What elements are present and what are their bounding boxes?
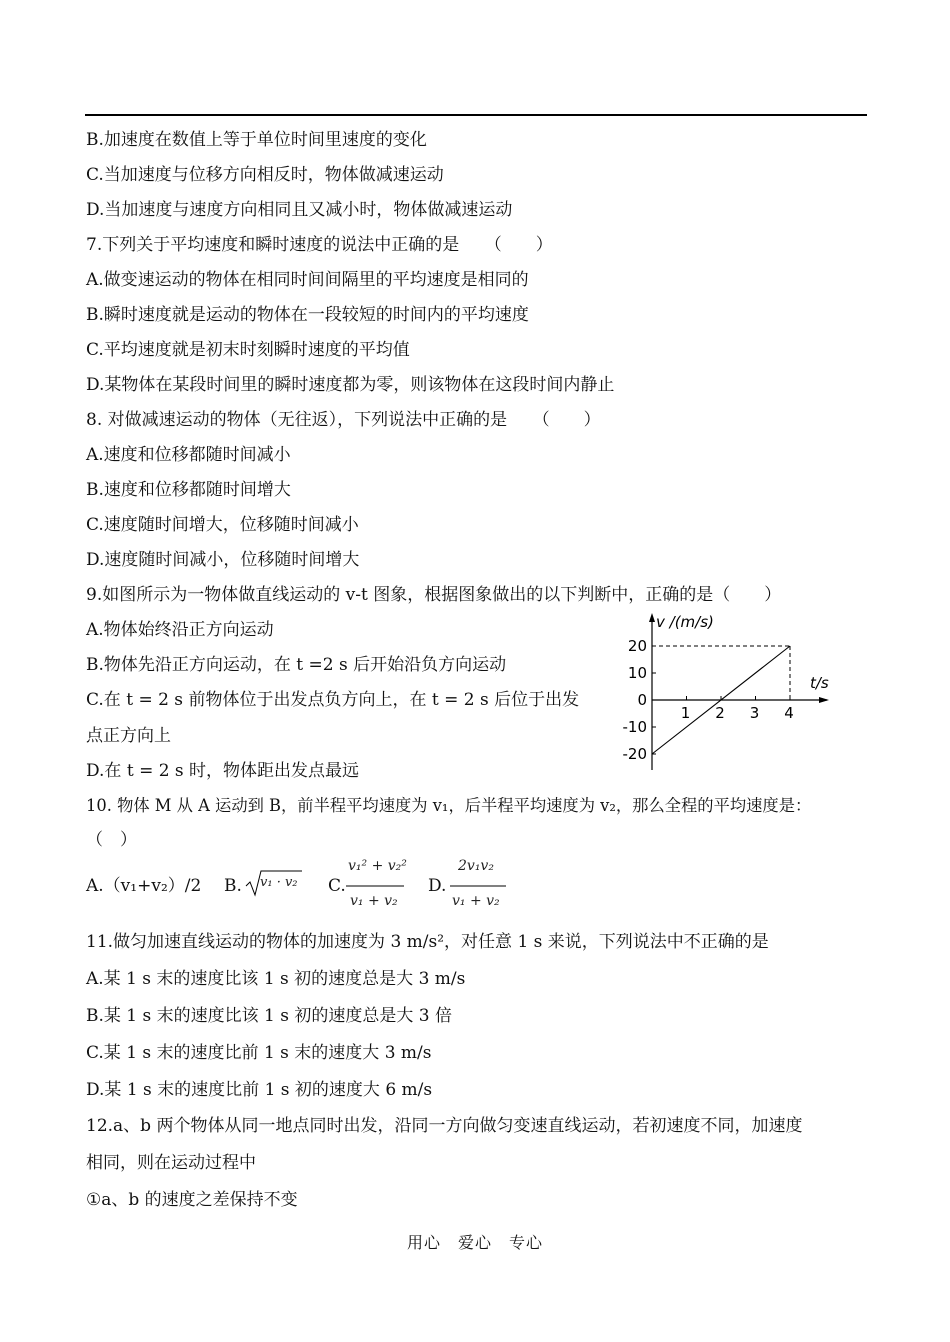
- q10-option-a: A.（v₁+v₂）/2: [86, 876, 202, 896]
- footer-motto: 用心 爱心 专心: [406, 1233, 543, 1252]
- q12-statement-1: ①a、b 的速度之差保持不变: [86, 1190, 298, 1210]
- q11-option-a: A.某 1 s 末的速度比该 1 s 初的速度总是大 3 m/s: [86, 969, 466, 989]
- y-axis-label: v /(m/s): [656, 613, 714, 631]
- y-axis-arrow-icon: [649, 613, 655, 622]
- q8-option-b: B.速度和位移都随时间增大: [86, 480, 291, 500]
- q8-stem: 8. 对做减速运动的物体（无往返），下列说法中正确的是 （ ）: [86, 410, 601, 430]
- x-axis-label: t/s: [810, 674, 829, 692]
- q9-option-c: C.在 t = 2 s 前物体位于出发点负方向上，在 t = 2 s 后位于出发: [86, 690, 580, 710]
- x-axis-arrow-icon: [819, 697, 829, 703]
- q10-option-d-numerator: 2v₁v₂: [458, 858, 494, 874]
- q11-option-c: C.某 1 s 末的速度比前 1 s 末的速度大 3 m/s: [86, 1043, 432, 1063]
- q9-option-a: A.物体始终沿正方向运动: [86, 620, 274, 640]
- vt-graph: [615, 608, 845, 778]
- q9-option-b: B.物体先沿正方向运动，在 t =2 s 后开始沿负方向运动: [86, 655, 507, 675]
- q10-option-c-numerator: v₁² + v₂²: [348, 858, 407, 874]
- q9-stem: 9.如图所示为一物体做直线运动的 v-t 图象，根据图象做出的以下判断中，正确的是（ ）: [86, 585, 782, 605]
- x-tick-label: 1: [680, 704, 691, 722]
- x-tick-label: 4: [784, 704, 794, 722]
- q12-stem-cont: 相同，则在运动过程中: [86, 1153, 256, 1173]
- q9-option-d: D.在 t = 2 s 时，物体距出发点最远: [86, 761, 360, 781]
- x-tick-label: 3: [749, 704, 760, 722]
- q8-option-c: C.速度随时间增大，位移随时间减小: [86, 515, 359, 535]
- q6-option-c: C.当加速度与位移方向相反时，物体做减速运动: [86, 165, 444, 185]
- x-tick-label: 2: [715, 704, 725, 722]
- q7-option-d: D.某物体在某段时间里的瞬时速度都为零，则该物体在这段时间内静止: [86, 375, 615, 395]
- q10-option-b-expr: v₁ · v₂: [260, 875, 298, 890]
- q10-option-b-label: B.: [224, 876, 242, 896]
- q9-option-c-cont: 点正方向上: [86, 726, 171, 746]
- q11-stem: 11.做匀加速直线运动的物体的加速度为 3 m/s²，对任意 1 s 来说，下列说法中不正确的是: [86, 932, 769, 952]
- y-tick-label: 10: [627, 664, 647, 682]
- q10-option-d-fraction-bar: [450, 884, 508, 888]
- y-tick-label: -10: [622, 718, 647, 736]
- y-tick-label: 20: [627, 637, 647, 655]
- q10-blank: （ ）: [86, 830, 137, 850]
- q7-option-b: B.瞬时速度就是运动的物体在一段较短的时间内的平均速度: [86, 305, 529, 325]
- q10-option-c-denominator: v₁ + v₂: [350, 893, 398, 909]
- q12-stem: 12.a、b 两个物体从同一地点同时出发，沿同一方向做匀变速直线运动，若初速度不同，加速度: [86, 1116, 803, 1136]
- q6-option-d: D.当加速度与速度方向相同且又减小时，物体做减速运动: [86, 200, 513, 220]
- header-rule: [85, 114, 867, 116]
- q8-option-d: D.速度随时间减小，位移随时间增大: [86, 550, 360, 570]
- q11-option-b: B.某 1 s 末的速度比该 1 s 初的速度总是大 3 倍: [86, 1006, 453, 1026]
- y-tick-label: 0: [637, 691, 647, 709]
- q10-option-d-denominator: v₁ + v₂: [452, 893, 500, 909]
- q10-option-c-fraction-bar: [346, 884, 406, 888]
- q8-option-a: A.速度和位移都随时间减小: [86, 445, 291, 465]
- q7-option-c: C.平均速度就是初末时刻瞬时速度的平均值: [86, 340, 410, 360]
- q11-option-d: D.某 1 s 末的速度比前 1 s 初的速度大 6 m/s: [86, 1080, 433, 1100]
- y-tick-label: -20: [622, 745, 647, 763]
- q10-stem: 10. 物体 M 从 A 运动到 B，前半程平均速度为 v₁，后半程平均速度为 v₂，那么全程的平均速度是：: [86, 796, 812, 815]
- q7-stem: 7.下列关于平均速度和瞬时速度的说法中正确的是 （ ）: [86, 235, 553, 255]
- q10-option-c-label: C.: [328, 876, 346, 896]
- q10-option-d-label: D.: [428, 876, 447, 896]
- q7-option-a: A.做变速运动的物体在相同时间间隔里的平均速度是相同的: [86, 270, 529, 290]
- q6-option-b: B.加速度在数值上等于单位时间里速度的变化: [86, 130, 427, 150]
